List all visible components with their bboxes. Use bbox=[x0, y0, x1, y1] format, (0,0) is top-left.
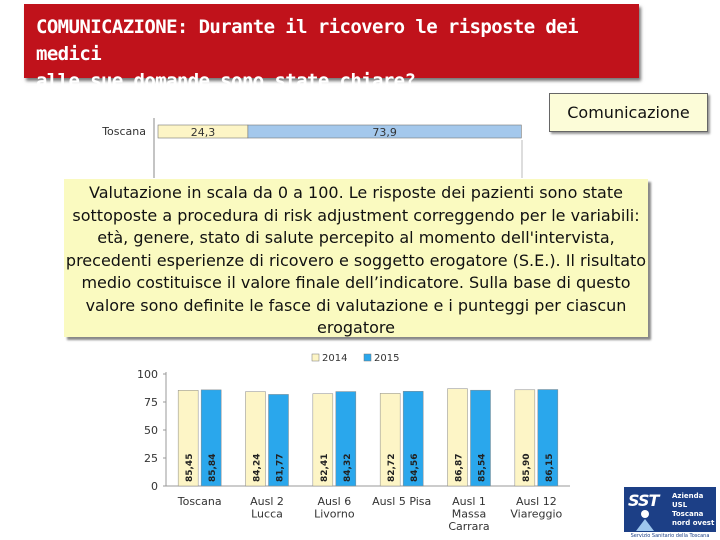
legend-label-2014: 2014 bbox=[322, 353, 348, 364]
bar-value-label: 85,54 bbox=[477, 453, 488, 482]
top-chart-data-label: 73,9 bbox=[372, 126, 397, 139]
legend-swatch-2014 bbox=[312, 354, 319, 361]
x-category-label: Toscana bbox=[177, 495, 222, 508]
district-bar-chart bbox=[130, 344, 580, 540]
info-note: Valutazione in scala da 0 a 100. Le risposte dei pazienti sono state sottoposte a procedura di risk adjustment correggendo per le variabili: età, genere, stato di salute percepito al momento dell'intervista, precedenti esperienze di ricovero e soggetto erogatore (S.E.). Il risultato medio costituisce il valore finale dell’indicatore. Sulla base di questo valore sono definite le fasce di valutazione e i punteggi per ciascun erogatore bbox=[64, 179, 648, 337]
legend-swatch-2015 bbox=[364, 354, 371, 361]
bar-value-label: 82,41 bbox=[319, 453, 330, 482]
logo-name: Azienda USL Toscana nord ovest bbox=[672, 492, 715, 527]
logo-tagline: Servizio Sanitario della Toscana bbox=[624, 532, 716, 540]
y-tick-label: 50 bbox=[144, 424, 158, 437]
x-category-label: Lucca bbox=[251, 507, 283, 521]
y-tick-label: 100 bbox=[137, 368, 158, 381]
y-tick-label: 75 bbox=[144, 396, 158, 409]
bar-value-label: 84,56 bbox=[410, 453, 421, 482]
top-bar-chart bbox=[90, 118, 550, 180]
x-category-label: Ausl 12 bbox=[515, 495, 557, 508]
section-label: Comunicazione bbox=[549, 93, 708, 132]
x-category-label: Viareggio bbox=[510, 507, 563, 521]
x-category-label: Ausl 1 bbox=[452, 495, 486, 508]
x-category-label: Livorno bbox=[314, 507, 355, 521]
y-tick-label: 25 bbox=[144, 452, 158, 465]
bar-value-label: 86,15 bbox=[544, 453, 555, 482]
title-line-1: COMUNICAZIONE: Durante il ricovero le risposte dei medici bbox=[36, 16, 578, 65]
title-line-2: alle sue domande sono state chiare? bbox=[36, 70, 416, 92]
x-category-label: Massa bbox=[451, 507, 487, 521]
logo-letters: SST bbox=[628, 491, 659, 510]
bar-value-label: 84,32 bbox=[342, 453, 353, 482]
logo-figure-icon bbox=[632, 509, 658, 533]
y-tick-label: 0 bbox=[151, 480, 158, 493]
bar-value-label: 84,24 bbox=[252, 453, 263, 482]
x-category-label: Ausl 2 bbox=[250, 495, 284, 508]
title-banner bbox=[24, 4, 639, 92]
x-category-label: Ausl 5 Pisa bbox=[372, 495, 432, 508]
legend-label-2015: 2015 bbox=[374, 353, 400, 364]
top-chart-category-label: Toscana bbox=[102, 125, 146, 138]
bar-value-label: 82,72 bbox=[387, 453, 398, 482]
slide-title bbox=[36, 14, 636, 95]
bar-value-label: 85,45 bbox=[185, 453, 196, 482]
bar-value-label: 85,84 bbox=[208, 453, 219, 482]
x-category-label: Ausl 6 bbox=[317, 495, 352, 508]
sst-logo bbox=[624, 487, 716, 540]
bar-value-label: 85,90 bbox=[521, 453, 532, 482]
x-category-label: Carrara bbox=[448, 520, 490, 533]
top-chart-data-label: 24,3 bbox=[190, 126, 216, 139]
bar-value-label: 81,77 bbox=[275, 453, 286, 482]
bar-value-label: 86,87 bbox=[454, 453, 465, 482]
